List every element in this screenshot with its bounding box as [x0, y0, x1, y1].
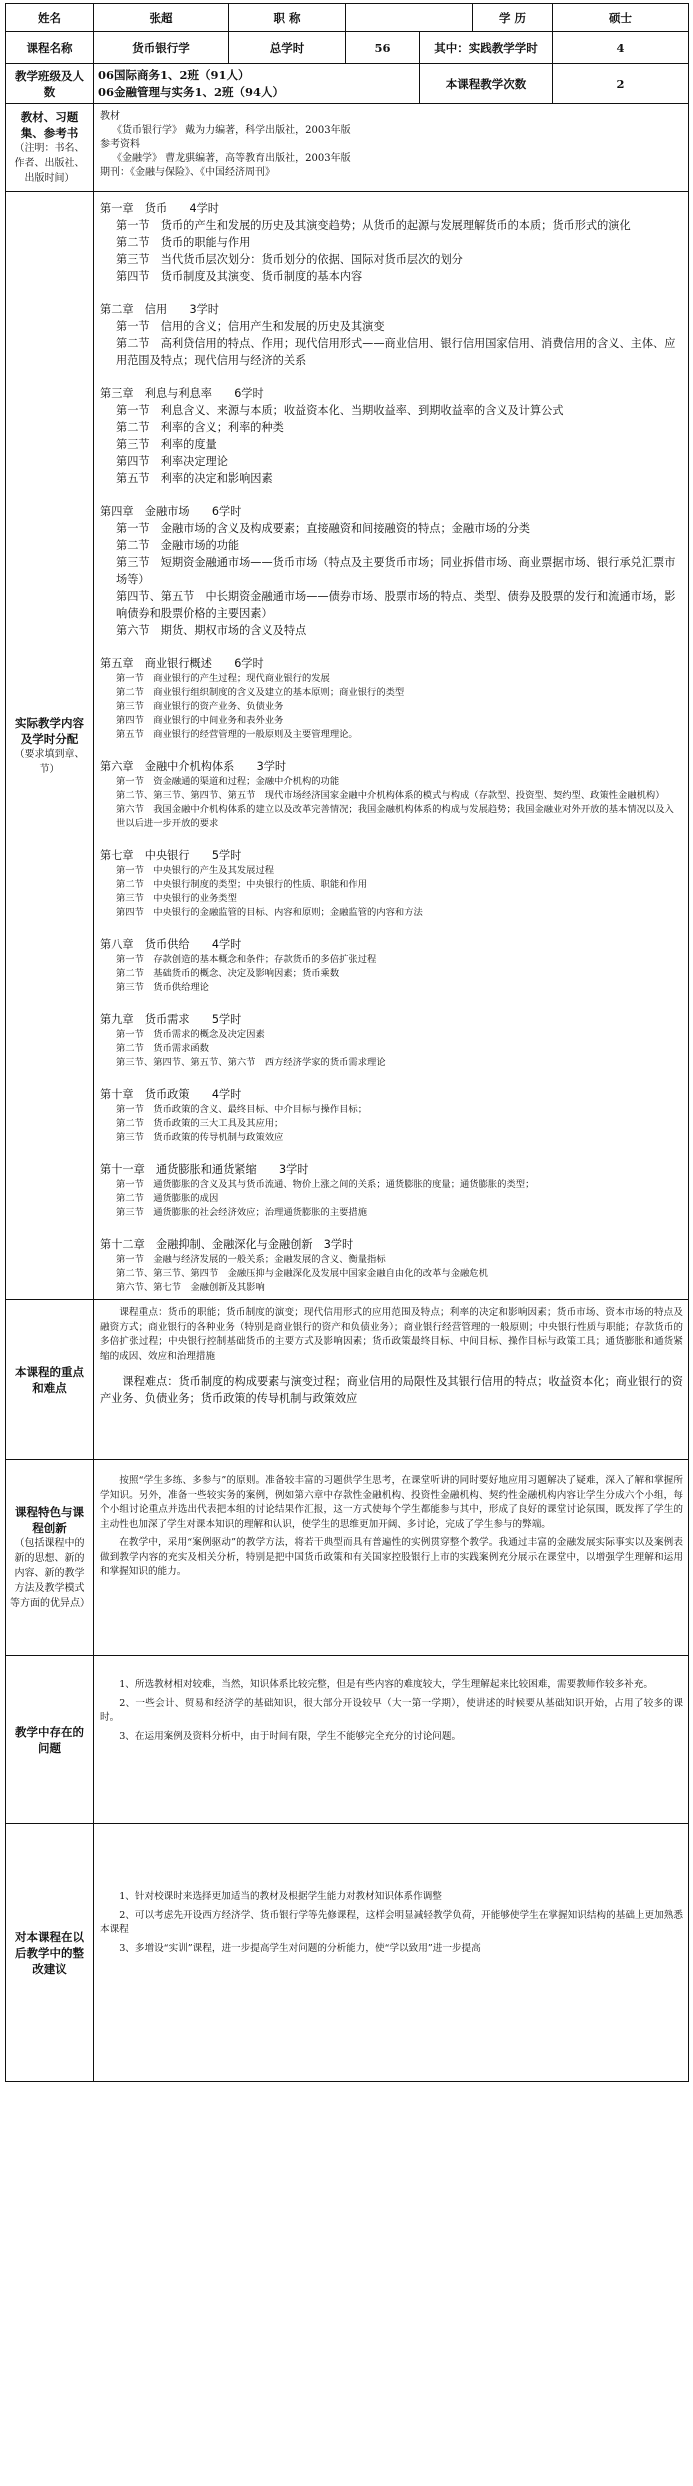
key-points-content [94, 1300, 689, 1460]
chapter-title: 第二章 信用 3学时 [100, 303, 219, 316]
title-value [346, 4, 473, 32]
textbook-line: 《金融学》 曹龙骐编著，高等教育出版社，2003年版 [112, 153, 351, 164]
schedule-label [6, 192, 94, 1300]
features-paragraph: 按照“学生多练、多参与”的原则。准备较丰富的习题供学生思考，在课堂听讲的同时要好地应用习题解决了疑难，深入了解和掌握所学知识。另外，准备一些较实务的案例，例如第六章中存款性金融机构、投资性金融机构、契约性金融机构内容让学生分成六个小组，每个小组讨论重点并选出代表把本组的讨论结果作汇报，这一方式使每个学生都能参与其中，形成了良好的课堂讨论氛围，既发挥了学生的主动性也加深了学生对课本知识的理解和认识，使学生的思维更加开阔、多讨论，完成了学生参与的弊端。 [100, 1475, 683, 1530]
section-item: 第六节 我国金融中介机构体系的建立以及改革完善情况；我国金融机构体系的构成与发展趋势；我国金融业对外开放的基本情况以及入世以后进一步开放的要求 [116, 804, 674, 829]
problems-content [94, 1656, 689, 1824]
textbook-label [6, 104, 94, 192]
chapter-title: 第四章 金融市场 6学时 [100, 505, 242, 518]
textbook-label-note: （注明：书名、作者、出版社、出版时间） [14, 143, 85, 184]
name-value: 张超 [94, 4, 229, 32]
teaching-times-value: 2 [553, 64, 689, 104]
section-item: 第二节 金融市场的功能 [116, 539, 240, 552]
section-item: 第二节 货币的职能与作用 [116, 236, 251, 249]
key-points-difficulty: 课程难点：货币制度的构成要素与演变过程；商业信用的局限性及其银行信用的特点；收益资本化；商业银行的资产业务、负债业务；货币政策的传导机制与政策效应 [100, 1375, 683, 1405]
section-item: 第三节 中央银行的业务类型 [116, 893, 237, 904]
classes-label: 教学班级及人数 [6, 64, 94, 104]
suggestion-item: 2、可以考虑先开设西方经济学、货币银行学等先修课程，这样会明显减轻教学负荷，开能够使学生在掌握知识结构的基础上更加熟悉本课程 [100, 1909, 683, 1935]
section-item: 第三节 货币政策的传导机制与政策效应 [116, 1132, 284, 1143]
education-value: 硕士 [553, 4, 689, 32]
textbook-line: 教材 [100, 111, 120, 122]
suggestion-item: 1、针对校课时来选择更加适当的教材及根据学生能力对教材知识体系作调整 [119, 1891, 442, 1902]
section-item: 第二节 通货膨胀的成因 [116, 1193, 219, 1204]
chapter-title: 第八章 货币供给 4学时 [100, 938, 242, 951]
section-item: 第五节 利率的决定和影响因素 [116, 472, 273, 485]
schedule-content [94, 192, 689, 1300]
section-item: 第三节、第四节、第五节、第六节 西方经济学家的货币需求理论 [116, 1057, 386, 1068]
section-item: 第二节 利率的含义；利率的种类 [116, 421, 284, 434]
section-item: 第一节 利息含义、来源与本质；收益资本化、当期收益率、到期收益率的含义及计算公式 [116, 404, 564, 417]
suggestions-label: 对本课程在以后教学中的整改建议 [6, 1824, 94, 2082]
section-item: 第一节 货币政策的含义、最终目标、中介目标与操作目标； [116, 1104, 368, 1115]
suggestion-item: 3、多增设“实训”课程，进一步提高学生对问题的分析能力，使“学以致用”进一步提高 [119, 1942, 481, 1954]
classes-line: 06国际商务1、2班（91人） [98, 67, 250, 82]
problems-label: 教学中存在的问题 [6, 1656, 94, 1824]
chapter-title: 第十章 货币政策 4学时 [100, 1088, 242, 1101]
practice-hours-value: 4 [553, 32, 689, 64]
problem-item: 1、所选教材相对较难，当然，知识体系比较完整，但是有些内容的难度较大，学生理解起来比较困难，需要教师作较多补充。 [119, 1679, 653, 1690]
section-item: 第三节 货币供给理论 [116, 982, 209, 993]
practice-hours-label: 其中：实践教学学时 [420, 32, 553, 64]
problem-item: 2、一些会计、贸易和经济学的基础知识，很大部分开设较早（大一第一学期），使讲述的时候要从基础知识开始，占用了较多的课时。 [100, 1697, 683, 1723]
classes-line: 06金融管理与实务1、2班（94人） [98, 84, 285, 99]
section-item: 第三节 短期资金融通市场——货币市场（特点及主要货币市场；同业拆借市场、商业票据市场、银行承兑汇票市场等） [116, 556, 676, 586]
section-item: 第二节、第三节、第四节、第五节 现代市场经济国家金融中介机构体系的模式与构成（存款型、投资型、契约型、政策性金融机构） [116, 790, 665, 801]
features-content [94, 1460, 689, 1656]
section-item: 第三节 利率的度量 [116, 438, 217, 451]
chapter-title: 第六章 金融中介机构体系 3学时 [100, 760, 287, 773]
section-item: 第五节 商业银行的经营管理的一般原则及主要管理理论。 [116, 729, 358, 740]
section-item: 第二节、第三节、第四节 金融压抑与金融深化及发展中国家金融自由化的改革与金融危机 [116, 1268, 488, 1279]
course-label: 课程名称 [6, 32, 94, 64]
section-item: 第二节 高利贷信用的特点、作用；现代信用形式——商业信用、银行信用国家信用、消费信用的含义、主体、应用范围及特点；现代信用与经济的关系 [116, 337, 676, 367]
section-item: 第四节 中央银行的金融监管的目标、内容和原则；金融监管的内容和方法 [116, 907, 423, 918]
textbook-line: 《货币银行学》 戴为力编著，科学出版社，2003年版 [112, 125, 351, 136]
section-item: 第六节、第七节 金融创新及其影响 [116, 1282, 265, 1293]
key-points-label: 本课程的重点和难点 [6, 1300, 94, 1460]
textbook-content [94, 104, 689, 192]
section-item: 第一节 通货膨胀的含义及其与货币流通、物价上涨之间的关系；通货膨胀的度量；通货膨胀的类型； [116, 1179, 535, 1190]
section-item: 第三节 通货膨胀的社会经济效应；治理通货膨胀的主要措施 [116, 1207, 368, 1218]
suggestions-content [94, 1824, 689, 2082]
course-value: 货币银行学 [94, 32, 229, 64]
section-item: 第一节 金融市场的含义及构成要素；直接融资和间接融资的特点；金融市场的分类 [116, 522, 530, 535]
chapter-title: 第三章 利息与利息率 6学时 [100, 387, 264, 400]
total-hours-value: 56 [346, 32, 420, 64]
title-label: 职 称 [229, 4, 346, 32]
classes-value [94, 64, 420, 104]
key-points-emphasis: 课程重点：货币的职能；货币制度的演变；现代信用形式的应用范围及特点；利率的决定和影响因素；货币市场、资本市场的特点及融资方式；商业银行的各种业务（特别是商业银行的资产和负债业务）；商业银行经营管理的一般原则；中央银行性质与职能；存款货币的多倍扩张过程；中央银行控制基础货币的主要方式及影响因素；货币政策最终目标、中间目标、操作目标与政策工具；通货膨胀和通货紧缩的成因、效应和治理措施 [100, 1307, 683, 1362]
section-item: 第一节 中央银行的产生及其发展过程 [116, 865, 275, 876]
features-paragraph: 在教学中，采用“案例驱动”的教学方法，将若干典型而具有普遍性的实例贯穿整个教学。我通过丰富的金融发展实际事实以及案例表做到教学内容的充实及相关分析，特别是把中国货币政策和有关国家控股银行上市的实践案例充分展示在课堂中，以增强学生理解和运用和掌握知识的能力。 [100, 1537, 683, 1577]
schedule-label-note: （要求填到章、节） [14, 748, 85, 775]
schedule-label-main: 实际教学内容及学时分配 [15, 715, 84, 746]
section-item: 第四节 利率决定理论 [116, 455, 228, 468]
section-item: 第二节 中央银行制度的类型；中央银行的性质、职能和作用 [116, 879, 368, 890]
name-label: 姓名 [6, 4, 94, 32]
education-label: 学 历 [473, 4, 553, 32]
chapter-title: 第七章 中央银行 5学时 [100, 849, 242, 862]
section-item: 第一节 货币需求的概念及决定因素 [116, 1029, 265, 1040]
section-item: 第六节 期货、期权市场的含义及特点 [116, 624, 307, 637]
problem-item: 3、在运用案例及资料分析中，由于时间有限，学生不能够完全充分的讨论问题。 [119, 1730, 462, 1742]
textbook-line: 参考资料 [100, 139, 140, 150]
form-table [5, 3, 689, 2082]
teaching-times-label: 本课程教学次数 [420, 64, 553, 104]
section-item: 第二节 商业银行组织制度的含义及建立的基本原则；商业银行的类型 [116, 687, 405, 698]
section-item: 第一节 资金融通的渠道和过程；金融中介机构的功能 [116, 776, 340, 787]
chapter-title: 第十二章 金融抑制、金融深化与金融创新 3学时 [100, 1238, 354, 1251]
section-item: 第一节 金融与经济发展的一般关系；金融发展的含义、衡量指标 [116, 1254, 386, 1265]
section-item: 第一节 商业银行的产生过程；现代商业银行的发展 [116, 673, 330, 684]
chapter-title: 第十一章 通货膨胀和通货紧缩 3学时 [100, 1163, 309, 1176]
section-item: 第二节 基础货币的概念、决定及影响因素；货币乘数 [116, 968, 340, 979]
features-label-note: （包括课程中的新的思想、新的内容、新的教学方法及教学模式等方面的优异点） [10, 1538, 90, 1609]
features-label-main: 课程特色与课程创新 [15, 1505, 84, 1535]
section-item: 第四节 商业银行的中间业务和表外业务 [116, 715, 284, 726]
chapter-title: 第五章 商业银行概述 6学时 [100, 657, 264, 670]
section-item: 第一节 信用的含义；信用产生和发展的历史及其演变 [116, 320, 385, 333]
chapter-title: 第一章 货币 4学时 [100, 202, 219, 215]
textbook-label-main: 教材、习题集、参考书 [20, 110, 79, 140]
section-item: 第一节 货币的产生和发展的历史及其演变趋势；从货币的起源与发展理解货币的本质；货币形式的演化 [116, 219, 631, 232]
section-item: 第三节 当代货币层次划分：货币划分的依据、国际对货币层次的划分 [116, 253, 463, 266]
total-hours-label: 总学时 [229, 32, 346, 64]
chapter-title: 第九章 货币需求 5学时 [100, 1013, 242, 1026]
textbook-line: 期刊：《金融与保险》、《中国经济周刊》 [100, 167, 275, 178]
section-item: 第一节 存款创造的基本概念和条件；存款货币的多倍扩张过程 [116, 954, 377, 965]
section-item: 第二节 货币政策的三大工具及其应用； [116, 1118, 284, 1129]
features-label [6, 1460, 94, 1656]
section-item: 第二节 货币需求函数 [116, 1043, 209, 1054]
section-item: 第三节 商业银行的资产业务、负债业务 [116, 701, 284, 712]
section-item: 第四节、第五节 中长期资金融通市场——债券市场、股票市场的特点、类型、债券及股票的发行和流通市场，影响债券和股票价格的主要因素） [116, 590, 676, 620]
section-item: 第四节 货币制度及其演变、货币制度的基本内容 [116, 270, 363, 283]
